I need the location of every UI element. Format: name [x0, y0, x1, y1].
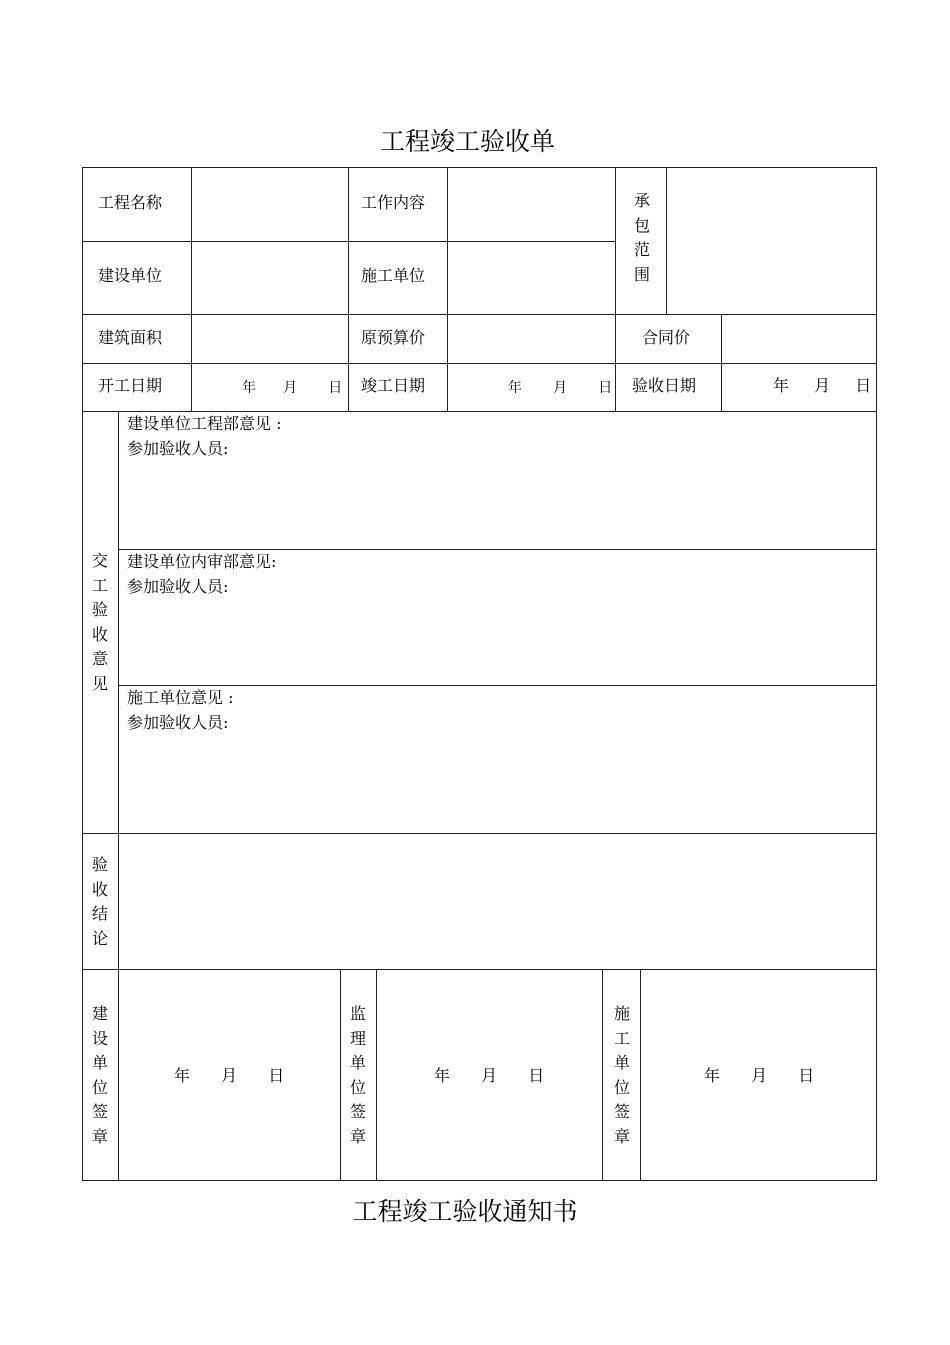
builder-seal-date	[174, 1068, 284, 1084]
label-building-area: 建筑面积	[98, 328, 163, 347]
grid-line	[82, 363, 877, 364]
grid-line	[640, 969, 641, 1181]
label-builder: 建设单位	[98, 266, 163, 285]
grid-line	[82, 1180, 877, 1181]
grid-line	[82, 167, 877, 168]
grid-line	[447, 167, 448, 411]
supervisor-seal-date	[434, 1068, 544, 1084]
grid-line	[376, 969, 377, 1181]
constructor-seal-date	[704, 1068, 814, 1084]
day-label: 日	[268, 1066, 285, 1085]
opinion-participants: 参加验收人员:	[127, 439, 229, 458]
day-label: 日	[328, 380, 343, 396]
label-work-content: 工作内容	[361, 193, 426, 212]
label-acceptance-date: 验收日期	[632, 376, 697, 395]
year-label: 年	[242, 380, 256, 396]
grid-line	[876, 167, 877, 1181]
opinion-participants: 参加验收人员:	[127, 577, 229, 596]
grid-line	[191, 167, 192, 411]
label-completion-date: 竣工日期	[361, 376, 426, 395]
grid-line	[82, 314, 877, 315]
label-constructor-seal: 施工单位签章	[613, 1004, 630, 1146]
label-contract-price: 合同价	[642, 328, 691, 347]
label-handover-opinion: 交工验收意见	[91, 551, 108, 693]
grid-line	[615, 167, 616, 411]
grid-line	[118, 549, 877, 550]
grid-line	[666, 167, 667, 314]
opinion-participants: 参加验收人员:	[127, 713, 229, 732]
year-label: 年	[508, 380, 522, 396]
month-label: 月	[553, 380, 568, 396]
day-label: 日	[598, 380, 613, 396]
label-builder-seal: 建设单位签章	[91, 1004, 108, 1146]
day-label: 日	[855, 376, 872, 395]
opinion-heading: 建设单位工程部意见 :	[127, 414, 282, 433]
year-label: 年	[434, 1066, 451, 1085]
grid-line	[118, 411, 119, 1181]
year-label: 年	[704, 1066, 721, 1085]
year-label: 年	[174, 1066, 191, 1085]
label-contract-scope: 承包范围	[633, 191, 650, 284]
day-label: 日	[798, 1066, 815, 1085]
grid-line	[82, 833, 877, 834]
month-label: 月	[481, 1066, 498, 1085]
label-start-date: 开工日期	[98, 376, 163, 395]
footer-title: 工程竣工验收通知书	[352, 1197, 578, 1226]
month-label: 月	[283, 380, 298, 396]
month-label: 月	[814, 376, 831, 395]
grid-line	[82, 241, 616, 242]
grid-line	[721, 314, 722, 411]
year-label: 年	[773, 376, 790, 395]
label-budget-price: 原预算价	[361, 328, 426, 347]
grid-line	[348, 167, 349, 411]
label-supervisor-seal: 监理单位签章	[349, 1004, 366, 1146]
day-label: 日	[528, 1066, 545, 1085]
grid-line	[82, 969, 877, 970]
grid-line	[602, 969, 603, 1181]
opinion-heading: 施工单位意见 :	[127, 688, 234, 707]
opinion-heading: 建设单位内审部意见:	[127, 552, 277, 571]
document-title: 工程竣工验收单	[379, 127, 555, 156]
label-conclusion: 验收结论	[91, 855, 108, 948]
grid-line	[82, 411, 877, 412]
acceptance-date-value	[773, 378, 871, 394]
label-project-name: 工程名称	[98, 193, 163, 212]
month-label: 月	[751, 1066, 768, 1085]
completion-date-value	[508, 379, 612, 395]
month-label: 月	[221, 1066, 238, 1085]
grid-line	[82, 167, 83, 1181]
start-date-value	[242, 379, 342, 395]
grid-line	[118, 685, 877, 686]
label-constructor: 施工单位	[361, 266, 426, 285]
grid-line	[340, 969, 341, 1181]
